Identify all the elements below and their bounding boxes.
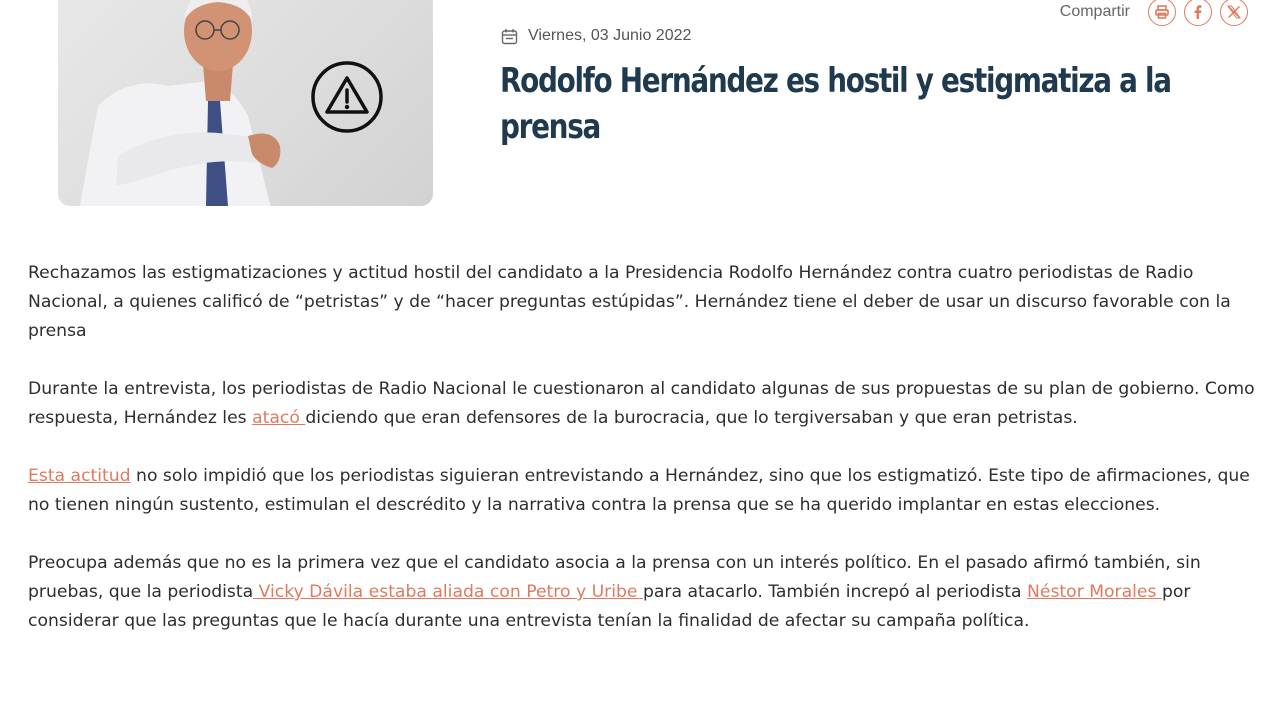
facebook-icon — [1190, 4, 1206, 20]
warning-icon — [310, 60, 384, 134]
link-esta-actitud[interactable]: Esta actitud — [28, 466, 131, 486]
paragraph-4-text-c: por considerar que las preguntas que le hacía durante una entrevista tenían la finalidad de afectar su campaña política. — [28, 582, 1191, 631]
print-button[interactable] — [1148, 0, 1176, 26]
link-vicky-davila[interactable]: Vicky Dávila estaba aliada con Petro y Uribe — [253, 582, 643, 602]
paragraph-2-text-a: Durante la entrevista, los periodistas de Radio Nacional le cuestionaron al candidato algunas de sus propuestas de su plan de gobierno. Como respuesta, Hernández les — [28, 379, 1255, 428]
link-ataco[interactable]: atacó — [252, 408, 306, 428]
paragraph-2-text-b: diciendo que eran defensores de la burocracia, que lo tergiversaban y que eran petristas. — [305, 408, 1078, 428]
facebook-button[interactable] — [1184, 0, 1212, 26]
calendar-icon — [501, 28, 518, 45]
paragraph-4 — [28, 549, 1268, 636]
link-nestor-morales[interactable]: Néstor Morales — [1027, 582, 1162, 602]
share-label: Compartir — [1059, 3, 1130, 20]
article-body — [28, 259, 1268, 665]
page-title: Rodolfo Hernández es hostil y estigmatiza a la prensa — [500, 61, 1171, 147]
date-text: Viernes, 03 Junio 2022 — [528, 27, 692, 44]
x-share-button[interactable] — [1220, 0, 1248, 26]
hero-image — [58, 0, 433, 206]
print-icon — [1154, 4, 1170, 20]
x-icon — [1226, 4, 1242, 20]
paragraph-2 — [28, 375, 1268, 433]
paragraph-1 — [28, 259, 1268, 346]
paragraph-3-text: no solo impidió que los periodistas siguieran entrevistando a Hernández, sino que los estigmatizó. Este tipo de afirmaciones, que no tienen ningún sustento, estimulan el descrédito y la narrativa contra la prensa que se ha querido implantar en estas elecciones. — [28, 466, 1250, 515]
article-date — [501, 27, 691, 45]
paragraph-4-text-b: para atacarlo. También increpó al periodista — [642, 582, 1028, 602]
paragraph-4-text-a: Preocupa además que no es la primera vez que el candidato asocia a la prensa con un interés político. En el pasado afirmó también, sin pruebas, que la periodista — [28, 553, 1201, 602]
paragraph-1-text: Rechazamos las estigmatizaciones y actitud hostil del candidato a la Presidencia Rodolfo Hernández contra cuatro periodistas de Radio Nacional, a quienes calificó de “petristas” y de “hacer preguntas estúpidas”. Hernández tiene el deber de usar un discurso favorable con la prensa — [28, 263, 1231, 341]
share-bar — [1060, 0, 1248, 24]
paragraph-3 — [28, 462, 1268, 520]
